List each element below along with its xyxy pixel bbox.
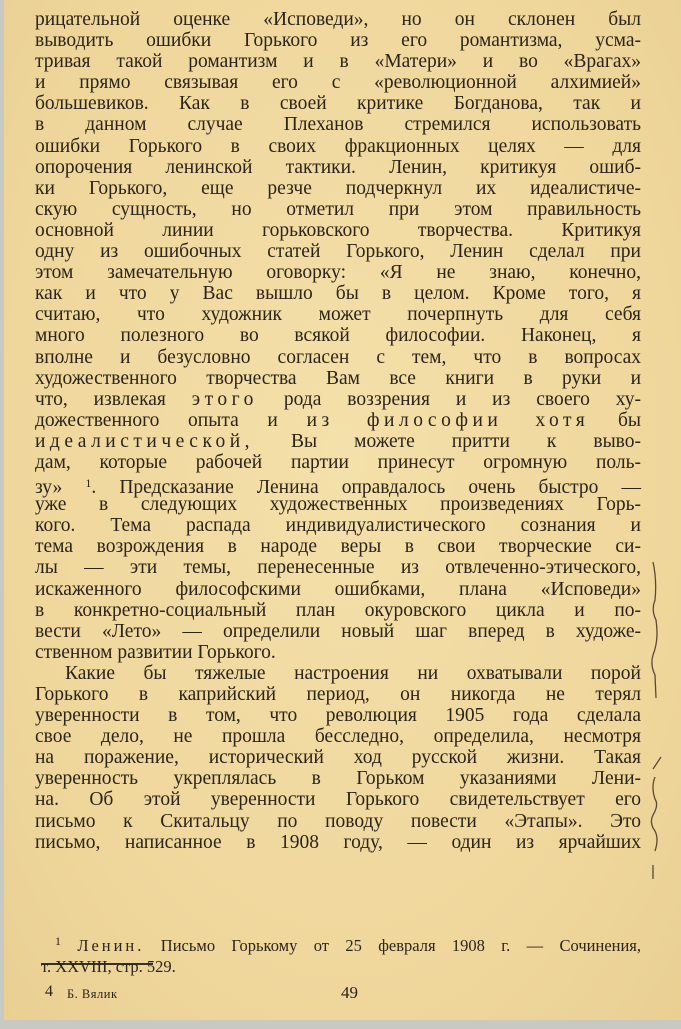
- margin-pencil-mark: [647, 755, 671, 885]
- spaced-emphasis: идеалистической,: [35, 430, 255, 452]
- text-line: [35, 136, 641, 157]
- footnote-text: Письмо Горькому от 25 февраля 1908 г. — Сочинения,: [160, 936, 642, 955]
- text-line: [35, 579, 641, 600]
- footnote: [41, 931, 641, 977]
- book-page: [4, 0, 681, 1020]
- text-segment: на поражение, исторический ход русской жизни. Такая: [35, 747, 641, 769]
- text-line: [35, 368, 641, 389]
- text-line: [35, 642, 641, 663]
- text-segment: бы: [589, 409, 641, 431]
- text-line: [35, 832, 641, 853]
- text-segment: выводить ошибки Горького из его романтизма, усма-: [35, 30, 641, 52]
- text-segment: что, извлекая: [35, 388, 192, 410]
- text-line: [35, 347, 641, 368]
- text-line: [35, 51, 641, 72]
- text-segment: письмо, написанное в 1908 году, — один из ярчайших: [35, 831, 641, 853]
- text-segment: уверенность укреплялась в Горьком указаниями Лени-: [35, 768, 641, 790]
- text-line: [35, 789, 641, 810]
- text-line: [35, 283, 641, 304]
- text-line: [35, 515, 641, 536]
- footnote-text-line2: т. XXVIII, стр. 529.: [41, 957, 176, 976]
- signature-author: Б. Вялик: [67, 987, 118, 1001]
- main-text: [35, 9, 641, 853]
- signature-number: 4: [45, 983, 53, 1000]
- text-line: [35, 389, 641, 410]
- text-line: [35, 178, 641, 199]
- spaced-emphasis: этого: [191, 388, 258, 410]
- text-line: [35, 684, 641, 705]
- text-segment: скую сущность, но отметил при этом правильность: [35, 198, 641, 220]
- text-line: [35, 157, 641, 178]
- text-line: [35, 262, 641, 283]
- text-line: [35, 9, 641, 30]
- text-line: [35, 199, 641, 220]
- text-line: [35, 304, 641, 325]
- text-segment: одну из ошибочных статей Горького, Ленин сделал при: [35, 241, 641, 263]
- text-line: [35, 325, 641, 346]
- text-segment: уверенности в том, что революция 1905 года сделала: [35, 705, 641, 727]
- text-line: [35, 114, 641, 135]
- page-number: 49: [341, 983, 358, 1002]
- text-segment: рода воззрения и из своего ху-: [257, 388, 642, 410]
- text-segment: в конкретно-социальный план окуровского цикла и по-: [35, 599, 641, 621]
- text-line: [35, 811, 641, 832]
- text-segment: кого. Тема распада индивидуалистического сознания и: [35, 515, 641, 537]
- text-segment: считаю, что художник может почерпнуть для себя: [35, 304, 641, 326]
- margin-pencil-mark: [647, 560, 667, 700]
- text-segment: вполне и безусловно согласен с тем, что в вопросах: [35, 346, 641, 368]
- footnote-marker: 1: [55, 934, 61, 948]
- text-segment: на. Об этой уверенности Горького свидетельствует его: [35, 789, 641, 811]
- text-line: [35, 220, 641, 241]
- text-segment: Какие бы тяжелые настроения ни охватывали порой: [65, 662, 641, 684]
- text-line: [35, 600, 641, 621]
- text-segment: ственном развитии Горького.: [35, 641, 276, 663]
- text-line: [35, 431, 641, 452]
- text-line: [35, 726, 641, 747]
- text-segment: искаженного философскими ошибками, плана «Исповеди»: [35, 578, 641, 600]
- text-line: [35, 621, 641, 642]
- text-line: [35, 410, 641, 431]
- text-segment: Горького в каприйский период, он никогда не терял: [35, 684, 641, 705]
- text-line: [35, 747, 641, 768]
- text-segment: свое дело, не прошла бесследно, определила, несмотря: [35, 726, 641, 748]
- text-line: [35, 473, 641, 499]
- text-line: [35, 557, 641, 578]
- text-line: [35, 93, 641, 114]
- text-segment: уже в следующих художественных произведениях Горь-: [35, 494, 641, 516]
- text-segment: этом замечательную оговорку: «Я не знаю, конечно,: [35, 262, 641, 284]
- text-segment: дожественного опыта и: [35, 409, 307, 431]
- text-line: [35, 494, 641, 515]
- text-segment: вести «Лето» — определили новый шаг вперед в художе-: [35, 620, 641, 642]
- text-line: [35, 241, 641, 262]
- text-segment: Вы можете притти к выво-: [254, 430, 641, 452]
- text-segment: много полезного во всякой философии. Наконец, я: [35, 325, 641, 347]
- text-line: [35, 768, 641, 789]
- text-segment: как и что у Вас вышло бы в целом. Кроме того, я: [35, 283, 641, 305]
- footnote-author: Ленин.: [77, 936, 145, 955]
- spaced-emphasis: из философии хотя: [306, 409, 590, 431]
- text-segment: рицательной оценке «Исповеди», но он склонен был: [35, 9, 641, 30]
- text-segment: тривая такой романтизм и в «Матери» и во «Врагах»: [35, 51, 641, 73]
- footnote-reference: 1: [85, 476, 92, 491]
- text-line: [35, 705, 641, 726]
- text-segment: письмо к Скитальцу по поводу повести «Этапы». Это: [35, 810, 641, 832]
- text-segment: основной линии горьковского творчества. Критикуя: [35, 219, 641, 241]
- text-segment: опорочения ленинской тактики. Ленин, критикуя ошиб-: [35, 156, 641, 178]
- text-segment: в данном случае Плеханов стремился использовать: [35, 114, 641, 136]
- text-line: [35, 536, 641, 557]
- text-segment: художественного творчества Вам все книги в руки и: [35, 367, 641, 389]
- text-line: [35, 452, 641, 473]
- text-segment: ошибки Горького в своих фракционных целях — для: [35, 135, 641, 157]
- text-segment: . Предсказание Ленина оправдалось очень быстро —: [91, 477, 641, 499]
- text-segment: зу»: [35, 477, 86, 499]
- text-line: [35, 30, 641, 51]
- text-segment: большевиков. Как в своей критике Богданова, так и: [35, 93, 641, 115]
- text-segment: ки Горького, еще резче подчеркнул их идеалистиче-: [35, 177, 641, 199]
- text-line: [35, 72, 641, 93]
- text-segment: лы — эти темы, перенесенные из отвлеченно-этического,: [35, 557, 641, 579]
- text-segment: и прямо связывая его с «революционной алхимией»: [35, 72, 641, 94]
- text-segment: тема возрождения в народе веры в свои творческие си-: [35, 536, 641, 558]
- text-segment: дам, которые рабочей партии принесут огромную поль-: [35, 451, 641, 473]
- text-line: [35, 663, 641, 684]
